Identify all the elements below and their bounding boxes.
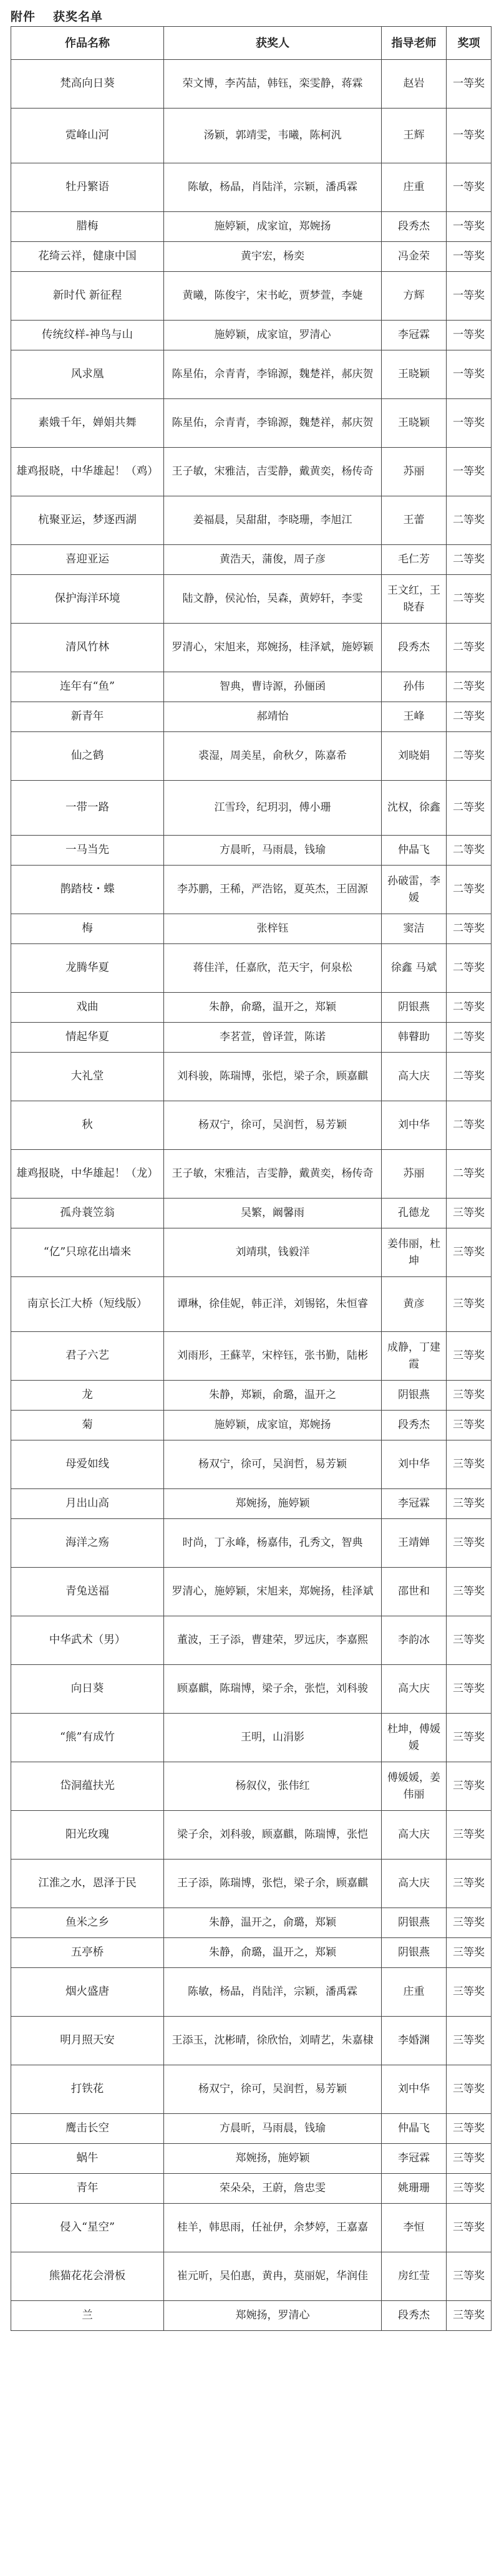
winners-cell: 李茗萱，曾译萱，陈诺 xyxy=(164,1023,382,1053)
award-cell: 三等奖 xyxy=(447,2301,492,2331)
table-row xyxy=(11,1199,492,1228)
table-row xyxy=(11,212,492,242)
award-cell: 一等奖 xyxy=(447,321,492,350)
teacher-cell: 房红莹 xyxy=(382,2252,447,2301)
table-row xyxy=(11,1381,492,1411)
teacher-cell: 段秀杰 xyxy=(382,624,447,672)
teacher-cell: 孔德龙 xyxy=(382,1199,447,1228)
teacher-cell: 毛仁芳 xyxy=(382,545,447,575)
table-row xyxy=(11,2204,492,2252)
winners-cell: 王明，山涓影 xyxy=(164,1714,382,1762)
teacher-cell: 杜坤，傅媛媛 xyxy=(382,1714,447,1762)
attachment-label: 附件 xyxy=(11,9,36,24)
teacher-cell: 仲晶飞 xyxy=(382,836,447,866)
award-cell: 三等奖 xyxy=(447,1440,492,1489)
winners-cell: 陈敏，杨晶，肖陆洋，宗颖，潘禹霖 xyxy=(164,1968,382,2017)
award-cell: 二等奖 xyxy=(447,496,492,545)
winners-cell: 方晨昕，马雨晨，钱瑜 xyxy=(164,836,382,866)
award-cell: 二等奖 xyxy=(447,702,492,732)
work-title-cell: 鱼米之乡 xyxy=(11,1908,164,1938)
winners-cell: 黄曦，陈俊宇，宋书屹，贾梦萱，李婕 xyxy=(164,272,382,321)
document xyxy=(11,5,491,2331)
award-cell: 三等奖 xyxy=(447,1519,492,1568)
table-row xyxy=(11,1053,492,1101)
award-cell: 三等奖 xyxy=(447,1665,492,1714)
work-title-cell: 戏曲 xyxy=(11,993,164,1023)
teacher-cell: 高大庆 xyxy=(382,1811,447,1860)
table-row xyxy=(11,2174,492,2204)
work-title-cell: 花绮云祥，健康中国 xyxy=(11,242,164,272)
teacher-cell: 冯金荣 xyxy=(382,242,447,272)
work-title-cell: 五亭桥 xyxy=(11,1938,164,1968)
teacher-cell: 方辉 xyxy=(382,272,447,321)
winners-cell: 郑婉扬，施婷颖 xyxy=(164,1489,382,1519)
table-row xyxy=(11,545,492,575)
work-title-cell: 传统纹样-神鸟与山 xyxy=(11,321,164,350)
winners-cell: 朱静，俞璐，温开之，郑颖 xyxy=(164,1938,382,1968)
award-cell: 三等奖 xyxy=(447,1199,492,1228)
winners-cell: 朱静，俞璐，温开之，郑颖 xyxy=(164,993,382,1023)
award-cell: 三等奖 xyxy=(447,1277,492,1332)
table-row xyxy=(11,672,492,702)
teacher-cell: 王晓颖 xyxy=(382,350,447,399)
table-row xyxy=(11,1860,492,1908)
work-title-cell: 阳光玫瑰 xyxy=(11,1811,164,1860)
table-row xyxy=(11,1150,492,1199)
award-cell: 一等奖 xyxy=(447,448,492,496)
winners-cell: 王子敏，宋雅洁，吉雯静，戴黄奕，杨传奇 xyxy=(164,448,382,496)
table-row xyxy=(11,1968,492,2017)
work-title-cell: 仙之鹤 xyxy=(11,732,164,781)
work-title-cell: 龙腾华夏 xyxy=(11,944,164,993)
winners-cell: 杨双宁，徐可，吴润哲，易芳颖 xyxy=(164,2065,382,2114)
teacher-cell: 高大庆 xyxy=(382,1665,447,1714)
award-cell: 三等奖 xyxy=(447,1938,492,1968)
table-row xyxy=(11,163,492,212)
work-title-cell: 兰 xyxy=(11,2301,164,2331)
table-row xyxy=(11,575,492,624)
teacher-cell: 段秀杰 xyxy=(382,212,447,242)
award-cell: 三等奖 xyxy=(447,1762,492,1811)
winners-cell: 陈敏，杨晶，肖陆洋，宗颖，潘禹霖 xyxy=(164,163,382,212)
table-row xyxy=(11,2301,492,2331)
table-row xyxy=(11,914,492,944)
teacher-cell: 韩瞽助 xyxy=(382,1023,447,1053)
teacher-cell: 李冠霖 xyxy=(382,1489,447,1519)
award-cell: 三等奖 xyxy=(447,1568,492,1616)
award-cell: 三等奖 xyxy=(447,1616,492,1665)
winners-cell: 吴繁，阚馨雨 xyxy=(164,1199,382,1228)
winners-cell: 顾嘉麒，陈瑞博，梁子余，张恺，刘科骏 xyxy=(164,1665,382,1714)
teacher-cell: 刘中华 xyxy=(382,1440,447,1489)
teacher-cell: 苏丽 xyxy=(382,448,447,496)
award-cell: 三等奖 xyxy=(447,2252,492,2301)
work-title-cell: 连年有“鱼” xyxy=(11,672,164,702)
teacher-cell: 赵岩 xyxy=(382,60,447,109)
teacher-cell: 王文红，王晓春 xyxy=(382,575,447,624)
teacher-cell: 李婚渊 xyxy=(382,2017,447,2065)
work-title-cell: 中华武术（男） xyxy=(11,1616,164,1665)
table-row xyxy=(11,993,492,1023)
table-row xyxy=(11,448,492,496)
teacher-cell: 庄重 xyxy=(382,1968,447,2017)
teacher-cell: 成静，丁建霞 xyxy=(382,1332,447,1381)
winners-cell: 朱静，郑颖，俞璐，温开之 xyxy=(164,1381,382,1411)
table-row xyxy=(11,2065,492,2114)
table-row xyxy=(11,1616,492,1665)
award-cell: 二等奖 xyxy=(447,624,492,672)
teacher-cell: 徐鑫 马斌 xyxy=(382,944,447,993)
winners-cell: 施婷颖，成家谊，郑婉扬 xyxy=(164,212,382,242)
award-cell: 二等奖 xyxy=(447,866,492,914)
table-row xyxy=(11,1489,492,1519)
award-cell: 三等奖 xyxy=(447,1228,492,1277)
table-row xyxy=(11,836,492,866)
winners-cell: 杨双宁，徐可，吴润哲，易芳颖 xyxy=(164,1101,382,1150)
work-title-cell: 鹊踏枝・蝶 xyxy=(11,866,164,914)
award-cell: 一等奖 xyxy=(447,60,492,109)
award-cell: 二等奖 xyxy=(447,781,492,836)
teacher-cell: 段秀杰 xyxy=(382,1411,447,1440)
teacher-cell: 李韵冰 xyxy=(382,1616,447,1665)
teacher-cell: 王晓颖 xyxy=(382,399,447,448)
teacher-cell: 黄彦 xyxy=(382,1277,447,1332)
work-title-cell: 向日葵 xyxy=(11,1665,164,1714)
teacher-cell: 李恒 xyxy=(382,2204,447,2252)
work-title-cell: 喜迎亚运 xyxy=(11,545,164,575)
teacher-cell: 李冠霖 xyxy=(382,321,447,350)
winners-cell: 荣朵朵，王蔚，詹忠雯 xyxy=(164,2174,382,2204)
award-cell: 三等奖 xyxy=(447,1489,492,1519)
table-row xyxy=(11,109,492,163)
award-cell: 一等奖 xyxy=(447,350,492,399)
work-title-cell: 菊 xyxy=(11,1411,164,1440)
teacher-cell: 阴银燕 xyxy=(382,1938,447,1968)
table-row xyxy=(11,624,492,672)
teacher-cell: 邵世和 xyxy=(382,1568,447,1616)
work-title-cell: 打铁花 xyxy=(11,2065,164,2114)
table-row xyxy=(11,60,492,109)
work-title-cell: 一马当先 xyxy=(11,836,164,866)
table-row xyxy=(11,1519,492,1568)
winners-cell: 罗清心，宋旭来，郑婉扬，桂泽斌，施婷颖 xyxy=(164,624,382,672)
award-cell: 一等奖 xyxy=(447,399,492,448)
table-row xyxy=(11,2017,492,2065)
work-title-cell: 月出山高 xyxy=(11,1489,164,1519)
award-cell: 二等奖 xyxy=(447,545,492,575)
work-title-cell: 母爱如线 xyxy=(11,1440,164,1489)
winners-cell: 时尚，丁永峰，杨嘉伟，孔秀文，智典 xyxy=(164,1519,382,1568)
award-cell: 二等奖 xyxy=(447,1023,492,1053)
table-row xyxy=(11,321,492,350)
award-cell: 三等奖 xyxy=(447,2144,492,2174)
teacher-cell: 沈权，徐鑫 xyxy=(382,781,447,836)
teacher-cell: 孙破雷，李媛 xyxy=(382,866,447,914)
award-cell: 三等奖 xyxy=(447,2114,492,2144)
table-header-row xyxy=(11,27,492,60)
work-title-cell: 杭聚亚运，梦逐西湖 xyxy=(11,496,164,545)
work-title-cell: 牡丹繁语 xyxy=(11,163,164,212)
winners-cell: 郑婉扬，施婷颖 xyxy=(164,2144,382,2174)
work-title-cell: “熊”有成竹 xyxy=(11,1714,164,1762)
table-row xyxy=(11,1762,492,1811)
work-title-cell: 腊梅 xyxy=(11,212,164,242)
teacher-cell: 庄重 xyxy=(382,163,447,212)
award-cell: 二等奖 xyxy=(447,1053,492,1101)
work-title-cell: 新时代 新征程 xyxy=(11,272,164,321)
winners-cell: 施婷颖，成家谊，郑婉扬 xyxy=(164,1411,382,1440)
teacher-cell: 王峰 xyxy=(382,702,447,732)
table-row xyxy=(11,242,492,272)
winners-cell: 陆文静，侯沁怡，吴森，黄婷轩，李雯 xyxy=(164,575,382,624)
table-row xyxy=(11,1568,492,1616)
teacher-cell: 王蕾 xyxy=(382,496,447,545)
table-row xyxy=(11,1811,492,1860)
work-title-cell: 蜗牛 xyxy=(11,2144,164,2174)
work-title-cell: 熊猫花花会滑板 xyxy=(11,2252,164,2301)
work-title-cell: 雄鸡报晓，中华雄起！（鸡） xyxy=(11,448,164,496)
work-title-cell: 一带一路 xyxy=(11,781,164,836)
table-row xyxy=(11,2114,492,2144)
table-row xyxy=(11,702,492,732)
winners-cell: 蒋佳洋，任嘉欣，范天宇，何泉松 xyxy=(164,944,382,993)
winners-cell: 姜福晨，吴甜甜，李晓珊，李旭江 xyxy=(164,496,382,545)
award-cell: 三等奖 xyxy=(447,2017,492,2065)
work-title-cell: 素娥千年，婵娟共舞 xyxy=(11,399,164,448)
award-cell: 二等奖 xyxy=(447,672,492,702)
work-title-cell: 龙 xyxy=(11,1381,164,1411)
document-title: 获奖名单 xyxy=(53,9,104,24)
winners-cell: 黄浩天，蒲俊，周子彦 xyxy=(164,545,382,575)
work-title-cell: 明月照天安 xyxy=(11,2017,164,2065)
teacher-cell: 王辉 xyxy=(382,109,447,163)
award-cell: 二等奖 xyxy=(447,944,492,993)
winners-cell: 朱静，温开之，俞璐，郑颖 xyxy=(164,1908,382,1938)
teacher-cell: 苏丽 xyxy=(382,1150,447,1199)
teacher-cell: 阴银燕 xyxy=(382,993,447,1023)
teacher-cell: 阴银燕 xyxy=(382,1908,447,1938)
table-row xyxy=(11,1938,492,1968)
winners-cell: 王子敏，宋雅洁，吉雯静，戴黄奕，杨传奇 xyxy=(164,1150,382,1199)
teacher-cell: 仲晶飞 xyxy=(382,2114,447,2144)
work-title-cell: 侵入“星空” xyxy=(11,2204,164,2252)
column-header-teacher: 指导老师 xyxy=(382,27,447,60)
work-title-cell: 鹰击长空 xyxy=(11,2114,164,2144)
table-row xyxy=(11,1277,492,1332)
teacher-cell: 高大庆 xyxy=(382,1053,447,1101)
work-title-cell: 雄鸡报晓，中华雄起！（龙） xyxy=(11,1150,164,1199)
table-row xyxy=(11,496,492,545)
teacher-cell: 傅媛媛，姜伟丽 xyxy=(382,1762,447,1811)
teacher-cell: 孙伟 xyxy=(382,672,447,702)
table-row xyxy=(11,1101,492,1150)
winners-cell: 罗清心，施婷颖，宋旭来，郑婉扬，桂泽斌 xyxy=(164,1568,382,1616)
winners-cell: 陈星佑，佘青青，李锦源，魏楚祥，郝庆贺 xyxy=(164,399,382,448)
table-row xyxy=(11,732,492,781)
teacher-cell: 刘中华 xyxy=(382,2065,447,2114)
work-title-cell: 大礼堂 xyxy=(11,1053,164,1101)
work-title-cell: 梅 xyxy=(11,914,164,944)
work-title-cell: 南京长江大桥（短线版） xyxy=(11,1277,164,1332)
award-cell: 二等奖 xyxy=(447,732,492,781)
teacher-cell: 刘中华 xyxy=(382,1101,447,1150)
award-cell: 二等奖 xyxy=(447,993,492,1023)
table-row xyxy=(11,944,492,993)
work-title-cell: 情起华夏 xyxy=(11,1023,164,1053)
award-cell: 二等奖 xyxy=(447,914,492,944)
table-row xyxy=(11,272,492,321)
winners-cell: 江雪玲，纪玥羽，傅小珊 xyxy=(164,781,382,836)
winners-cell: 施婷颖，成家谊，罗清心 xyxy=(164,321,382,350)
winners-cell: 杨叙仪，张伟红 xyxy=(164,1762,382,1811)
work-title-cell: 风求凰 xyxy=(11,350,164,399)
work-title-cell: 岱洞蕴扶光 xyxy=(11,1762,164,1811)
winners-cell: 郝靖怡 xyxy=(164,702,382,732)
award-cell: 二等奖 xyxy=(447,575,492,624)
work-title-cell: 青年 xyxy=(11,2174,164,2204)
award-cell: 三等奖 xyxy=(447,1411,492,1440)
teacher-cell: 李冠霖 xyxy=(382,2144,447,2174)
work-title-cell: 君子六艺 xyxy=(11,1332,164,1381)
award-cell: 三等奖 xyxy=(447,2174,492,2204)
table-row xyxy=(11,866,492,914)
column-header-award: 奖项 xyxy=(447,27,492,60)
work-title-cell: 清风竹林 xyxy=(11,624,164,672)
table-row xyxy=(11,2252,492,2301)
award-cell: 三等奖 xyxy=(447,1381,492,1411)
teacher-cell: 高大庆 xyxy=(382,1860,447,1908)
winners-cell: 裘湿，周美星，俞秋夕，陈嘉希 xyxy=(164,732,382,781)
work-title-cell: 霓峰山河 xyxy=(11,109,164,163)
work-title-cell: 海洋之殇 xyxy=(11,1519,164,1568)
award-cell: 一等奖 xyxy=(447,212,492,242)
winners-cell: 谭琳，徐佳妮，韩正洋，刘锡铭，朱恒睿 xyxy=(164,1277,382,1332)
teacher-cell: 姜伟丽，杜坤 xyxy=(382,1228,447,1277)
award-cell: 一等奖 xyxy=(447,163,492,212)
winners-cell: 方晨昕，马雨晨，钱瑜 xyxy=(164,2114,382,2144)
column-header-title: 作品名称 xyxy=(11,27,164,60)
work-title-cell: 新青年 xyxy=(11,702,164,732)
award-cell: 一等奖 xyxy=(447,109,492,163)
winners-cell: 王子添，陈瑞博，张恺，梁子余，顾嘉麒 xyxy=(164,1860,382,1908)
work-title-cell: 江淮之水，恩泽于民 xyxy=(11,1860,164,1908)
award-cell: 三等奖 xyxy=(447,1908,492,1938)
award-cell: 二等奖 xyxy=(447,1101,492,1150)
winners-cell: 刘科骏，陈瑞博，张恺，梁子余，顾嘉麒 xyxy=(164,1053,382,1101)
award-table xyxy=(11,26,492,2331)
winners-cell: 董波，王子添，曹建荣，罗远庆，李嘉熙 xyxy=(164,1616,382,1665)
winners-cell: 郑婉扬，罗清心 xyxy=(164,2301,382,2331)
award-cell: 三等奖 xyxy=(447,1714,492,1762)
work-title-cell: 青兔送福 xyxy=(11,1568,164,1616)
winners-cell: 张梓钰 xyxy=(164,914,382,944)
table-row xyxy=(11,1714,492,1762)
table-row xyxy=(11,350,492,399)
teacher-cell: 刘晓娟 xyxy=(382,732,447,781)
award-cell: 一等奖 xyxy=(447,272,492,321)
work-title-cell: 秋 xyxy=(11,1101,164,1150)
table-row xyxy=(11,1440,492,1489)
work-title-cell: 孤舟蓑笠翁 xyxy=(11,1199,164,1228)
award-cell: 一等奖 xyxy=(447,242,492,272)
winners-cell: 桂羊，韩思雨，任祉伊，余梦婷，王嘉嘉 xyxy=(164,2204,382,2252)
winners-cell: 刘靖琪，钱毅洋 xyxy=(164,1228,382,1277)
winners-cell: 黄宇宏，杨奕 xyxy=(164,242,382,272)
teacher-cell: 王靖婵 xyxy=(382,1519,447,1568)
award-cell: 三等奖 xyxy=(447,2204,492,2252)
column-header-winners: 获奖人 xyxy=(164,27,382,60)
award-cell: 三等奖 xyxy=(447,2065,492,2114)
award-cell: 三等奖 xyxy=(447,1968,492,2017)
table-row xyxy=(11,1665,492,1714)
winners-cell: 王添玉，沈彬晴，徐欣怡，刘晴艺，朱嘉棣 xyxy=(164,2017,382,2065)
winners-cell: 智典，曹诗源，孙俪函 xyxy=(164,672,382,702)
winners-cell: 陈星佑，佘青青，李锦源，魏楚祥，郝庆贺 xyxy=(164,350,382,399)
winners-cell: 李苏鹏，王稀，严浩铭，夏英杰，王固源 xyxy=(164,866,382,914)
table-row xyxy=(11,1023,492,1053)
teacher-cell: 窦洁 xyxy=(382,914,447,944)
award-cell: 三等奖 xyxy=(447,1332,492,1381)
table-row xyxy=(11,1228,492,1277)
winners-cell: 刘雨形，王蘇苹，宋梓钰，张书勤，陆彬 xyxy=(164,1332,382,1381)
award-cell: 三等奖 xyxy=(447,1811,492,1860)
work-title-cell: 烟火盛唐 xyxy=(11,1968,164,2017)
work-title-cell: 梵高向日葵 xyxy=(11,60,164,109)
winners-cell: 杨双宁，徐可，吴润哲，易芳颖 xyxy=(164,1440,382,1489)
table-row xyxy=(11,2144,492,2174)
award-cell: 二等奖 xyxy=(447,1150,492,1199)
table-row xyxy=(11,1411,492,1440)
winners-cell: 梁子余，刘科骏，顾嘉麒，陈瑞博，张恺 xyxy=(164,1811,382,1860)
winners-cell: 崔元昕，吴伯惠，黄冉，莫丽妮，华润佳 xyxy=(164,2252,382,2301)
teacher-cell: 姚珊珊 xyxy=(382,2174,447,2204)
document-heading xyxy=(11,5,491,26)
teacher-cell: 段秀杰 xyxy=(382,2301,447,2331)
winners-cell: 荣文博，李芮喆，韩钰，栾雯静，蒋霖 xyxy=(164,60,382,109)
table-row xyxy=(11,1332,492,1381)
work-title-cell: 保护海洋环境 xyxy=(11,575,164,624)
table-row xyxy=(11,781,492,836)
work-title-cell: “亿”只琼花出墙来 xyxy=(11,1228,164,1277)
table-row xyxy=(11,1908,492,1938)
award-cell: 三等奖 xyxy=(447,1860,492,1908)
winners-cell: 汤颖，郭靖雯，韦曦，陈柯汎 xyxy=(164,109,382,163)
award-cell: 二等奖 xyxy=(447,836,492,866)
table-body xyxy=(11,60,492,2331)
teacher-cell: 阴银燕 xyxy=(382,1381,447,1411)
table-row xyxy=(11,399,492,448)
